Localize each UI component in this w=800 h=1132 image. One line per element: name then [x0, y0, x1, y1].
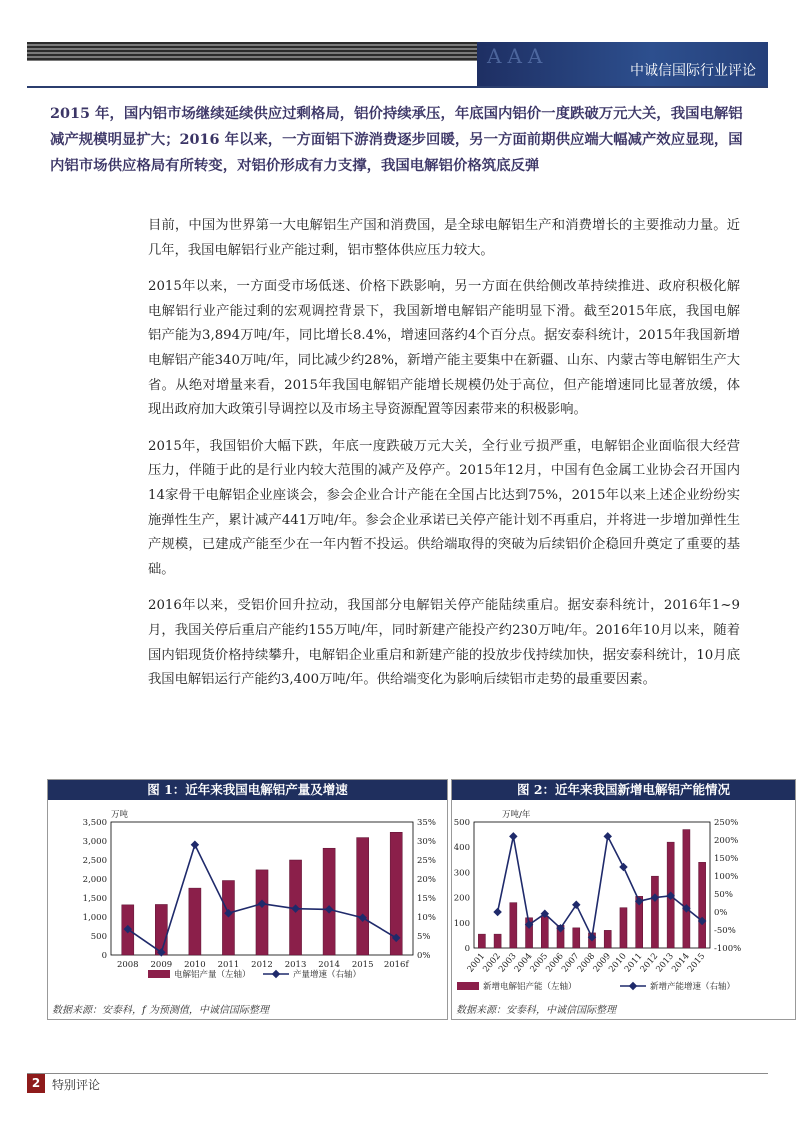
header-brand: 中诚信国际行业评论 — [630, 63, 756, 79]
left-tick-label: 1,500 — [82, 894, 107, 904]
bar — [478, 934, 485, 948]
bar — [573, 928, 580, 948]
x-tick-label: 2015 — [351, 960, 374, 970]
page-number: 2 — [27, 1074, 45, 1093]
bar — [494, 934, 501, 948]
unit-label: 万吨/年 — [502, 810, 531, 820]
paragraph: 2015年以来，一方面受市场低迷、价格下跌影响，另一方面在供给侧改革持续推进、政府积极化解电解铝行业产能过剩的宏观调控背景下，我国新增电解铝产能明显下滑。截至2015年底，我国电解铝产能为3,894万吨/年，同比增长8.4%，增速回落约4个百分点。据安泰科统计，2015年我国新增电解铝产能340万吨/年，同比减少约28%，新增产能主要集中在新疆、山东、内蒙古等电解铝生产大省。从绝对增量来看，2015年我国电解铝产能增长规模仍处于高位，但产能增速同比显著放缓，体现出政府加大政策引导调控以及市场主导资源配置等因素带来的积极影响。 — [148, 279, 740, 418]
bar — [510, 903, 517, 948]
figure-2-title: 图 2：近年来我国新增电解铝产能情况 — [452, 780, 795, 800]
bar — [620, 908, 627, 948]
figure-2-source: 数据来源：安泰科，中诚信国际整理 — [456, 1005, 616, 1016]
line-point — [619, 863, 627, 871]
paragraph: 2015年，我国铝价大幅下跌，年底一度跌破万元大关，全行业亏损严重，电解铝企业面临很大经营压力，伴随于此的是行业内较大范围的减产及停产。2015年12月，中国有色金属工业协会召开国内14家骨干电解铝企业座谈会，参会企业合计产能在全国占比达到75%，2015年以来上述企业纷纷实施弹性生产，累计减产441万吨/年。参会企业承诺已关停产能计划不再重启，并将进一步增加弹性生产规模，已建成产能至少在一年内暂不投运。供给端取得的突破为后续铝价企稳回升奠定了重要的基础。 — [148, 438, 740, 577]
x-tick-label: 2016f — [383, 960, 409, 970]
right-tick-label: 0% — [417, 951, 431, 961]
left-tick-label: 1,000 — [82, 913, 107, 923]
left-tick-label: 0 — [101, 951, 107, 961]
left-tick-label: 400 — [453, 843, 470, 854]
bar — [357, 838, 369, 955]
left-tick-label: 100 — [453, 918, 470, 929]
x-tick-label: 2009 — [150, 960, 173, 970]
x-tick-label: 2014 — [670, 951, 692, 975]
paragraph: 目前，中国为世界第一大电解铝生产国和消费国，是全球电解铝生产和消费增长的主要推动力量。近几年，我国电解铝行业产能过剩，铝市整体供应压力较大。 — [148, 218, 740, 258]
bar — [256, 870, 268, 955]
x-tick-label: 2005 — [528, 951, 551, 975]
x-tick-label: 2013 — [654, 951, 676, 975]
header-rule — [27, 86, 768, 88]
legend-line-marker — [629, 982, 637, 990]
left-tick-label: 3,000 — [82, 837, 107, 847]
figure-2-chart — [452, 801, 795, 997]
line-point — [191, 841, 199, 849]
legend-bar-swatch — [148, 970, 170, 978]
bar — [683, 830, 690, 948]
figure-2 — [451, 779, 796, 1020]
header-decoration: AAA — [487, 44, 549, 68]
lead-summary: 2015 年，国内铝市场继续延续供应过剩格局，铝价持续承压，年底国内铝价一度跌破万元大关，我国电解铝减产规模明显扩大；2016 年以来，一方面铝下游消费逐步回暖，另一方面前期供应端大幅减产效应显现，国内铝市场供应格局有所转变，对铝价形成有力支撑，我国电解铝价格筑底反弹 — [50, 105, 743, 174]
line-point — [509, 832, 517, 840]
x-tick-label: 2001 — [465, 951, 488, 975]
x-tick-label: 2010 — [607, 951, 629, 975]
figure-1 — [47, 779, 448, 1020]
left-tick-label: 2,500 — [82, 856, 107, 866]
left-tick-label: 3,500 — [82, 818, 107, 828]
left-tick-label: 0 — [464, 944, 470, 954]
bar — [323, 848, 335, 955]
left-tick-label: 500 — [90, 932, 107, 942]
right-tick-label: 15% — [417, 894, 436, 904]
bar — [222, 881, 234, 955]
right-tick-label: 25% — [417, 856, 436, 866]
x-tick-label: 2012 — [638, 951, 661, 975]
legend-bar-label: 新增电解铝产能（左轴） — [483, 982, 577, 992]
x-tick-label: 2007 — [559, 951, 582, 975]
line-point — [493, 908, 501, 916]
header-banner — [477, 42, 768, 86]
right-tick-label: 20% — [417, 875, 436, 885]
legend-line-label: 新增产能增速（右轴） — [650, 982, 736, 992]
bar — [651, 876, 658, 948]
footer-section: 特别评论 — [52, 1078, 101, 1092]
left-tick-label: 500 — [453, 818, 470, 828]
header-stripes — [27, 42, 477, 61]
x-tick-label: 2013 — [284, 960, 307, 970]
right-tick-label: 50% — [714, 890, 733, 900]
x-tick-label: 2011 — [622, 951, 645, 975]
right-tick-label: 5% — [417, 932, 431, 942]
figure-1-chart — [48, 801, 447, 997]
x-tick-label: 2010 — [184, 960, 206, 970]
right-tick-label: 200% — [714, 836, 739, 846]
header-band — [27, 42, 768, 86]
figure-1-source: 数据来源：安泰科，f 为预测值，中诚信国际整理 — [52, 1005, 269, 1016]
legend-bar-label: 电解铝产量（左轴） — [174, 970, 251, 980]
x-tick-label: 2011 — [217, 960, 240, 970]
right-tick-label: 100% — [714, 872, 739, 882]
x-tick-label: 2006 — [544, 951, 566, 975]
x-tick-label: 2009 — [591, 951, 614, 975]
x-tick-label: 2008 — [575, 951, 598, 975]
plot-frame — [474, 822, 710, 948]
paragraph: 2016年以来，受铝价回升拉动，我国部分电解铝关停产能陆续重启。据安泰科统计，2016年1~9月，我国关停后重启产能约155万吨/年，同时新建产能投产约230万吨/年。2016年10月以来，随着国内铝现货价格持续攀升，电解铝企业重启和新建产能的投放步伐持续加快，据安泰科统计，10月底我国电解铝运行产能约3,400万吨/年。供给端变化为影响后续铝市走势的最重要因素。 — [148, 598, 740, 688]
bar — [155, 904, 167, 955]
bar — [699, 862, 706, 948]
x-tick-label: 2002 — [481, 951, 503, 975]
right-tick-label: -100% — [714, 944, 742, 954]
x-tick-label: 2004 — [512, 951, 535, 975]
right-tick-label: 150% — [714, 854, 739, 864]
x-tick-label: 2003 — [497, 951, 519, 975]
legend-bar-swatch — [457, 982, 479, 990]
x-tick-label: 2014 — [318, 960, 340, 970]
x-tick-label: 2008 — [116, 960, 139, 970]
bar — [604, 930, 611, 948]
left-tick-label: 300 — [453, 868, 470, 879]
x-tick-label: 2015 — [685, 951, 708, 975]
right-tick-label: 30% — [417, 837, 436, 847]
line-point — [603, 832, 611, 840]
body-text — [148, 214, 740, 705]
legend-line-label: 产量增速（右轴） — [293, 970, 362, 980]
line-point — [572, 901, 580, 909]
bar — [189, 888, 201, 955]
footer-rule — [27, 1073, 768, 1074]
legend-line-marker — [272, 970, 280, 978]
left-tick-label: 200 — [453, 893, 470, 904]
right-tick-label: 0% — [714, 908, 728, 918]
unit-label: 万吨 — [111, 810, 129, 820]
figure-1-title: 图 1：近年来我国电解铝产量及增速 — [48, 780, 447, 800]
x-tick-label: 2012 — [251, 960, 273, 970]
right-tick-label: 35% — [417, 818, 436, 828]
right-tick-label: 10% — [417, 913, 436, 923]
right-tick-label: 250% — [714, 818, 739, 828]
left-tick-label: 2,000 — [82, 875, 107, 885]
right-tick-label: -50% — [714, 926, 736, 936]
bar — [541, 917, 548, 949]
